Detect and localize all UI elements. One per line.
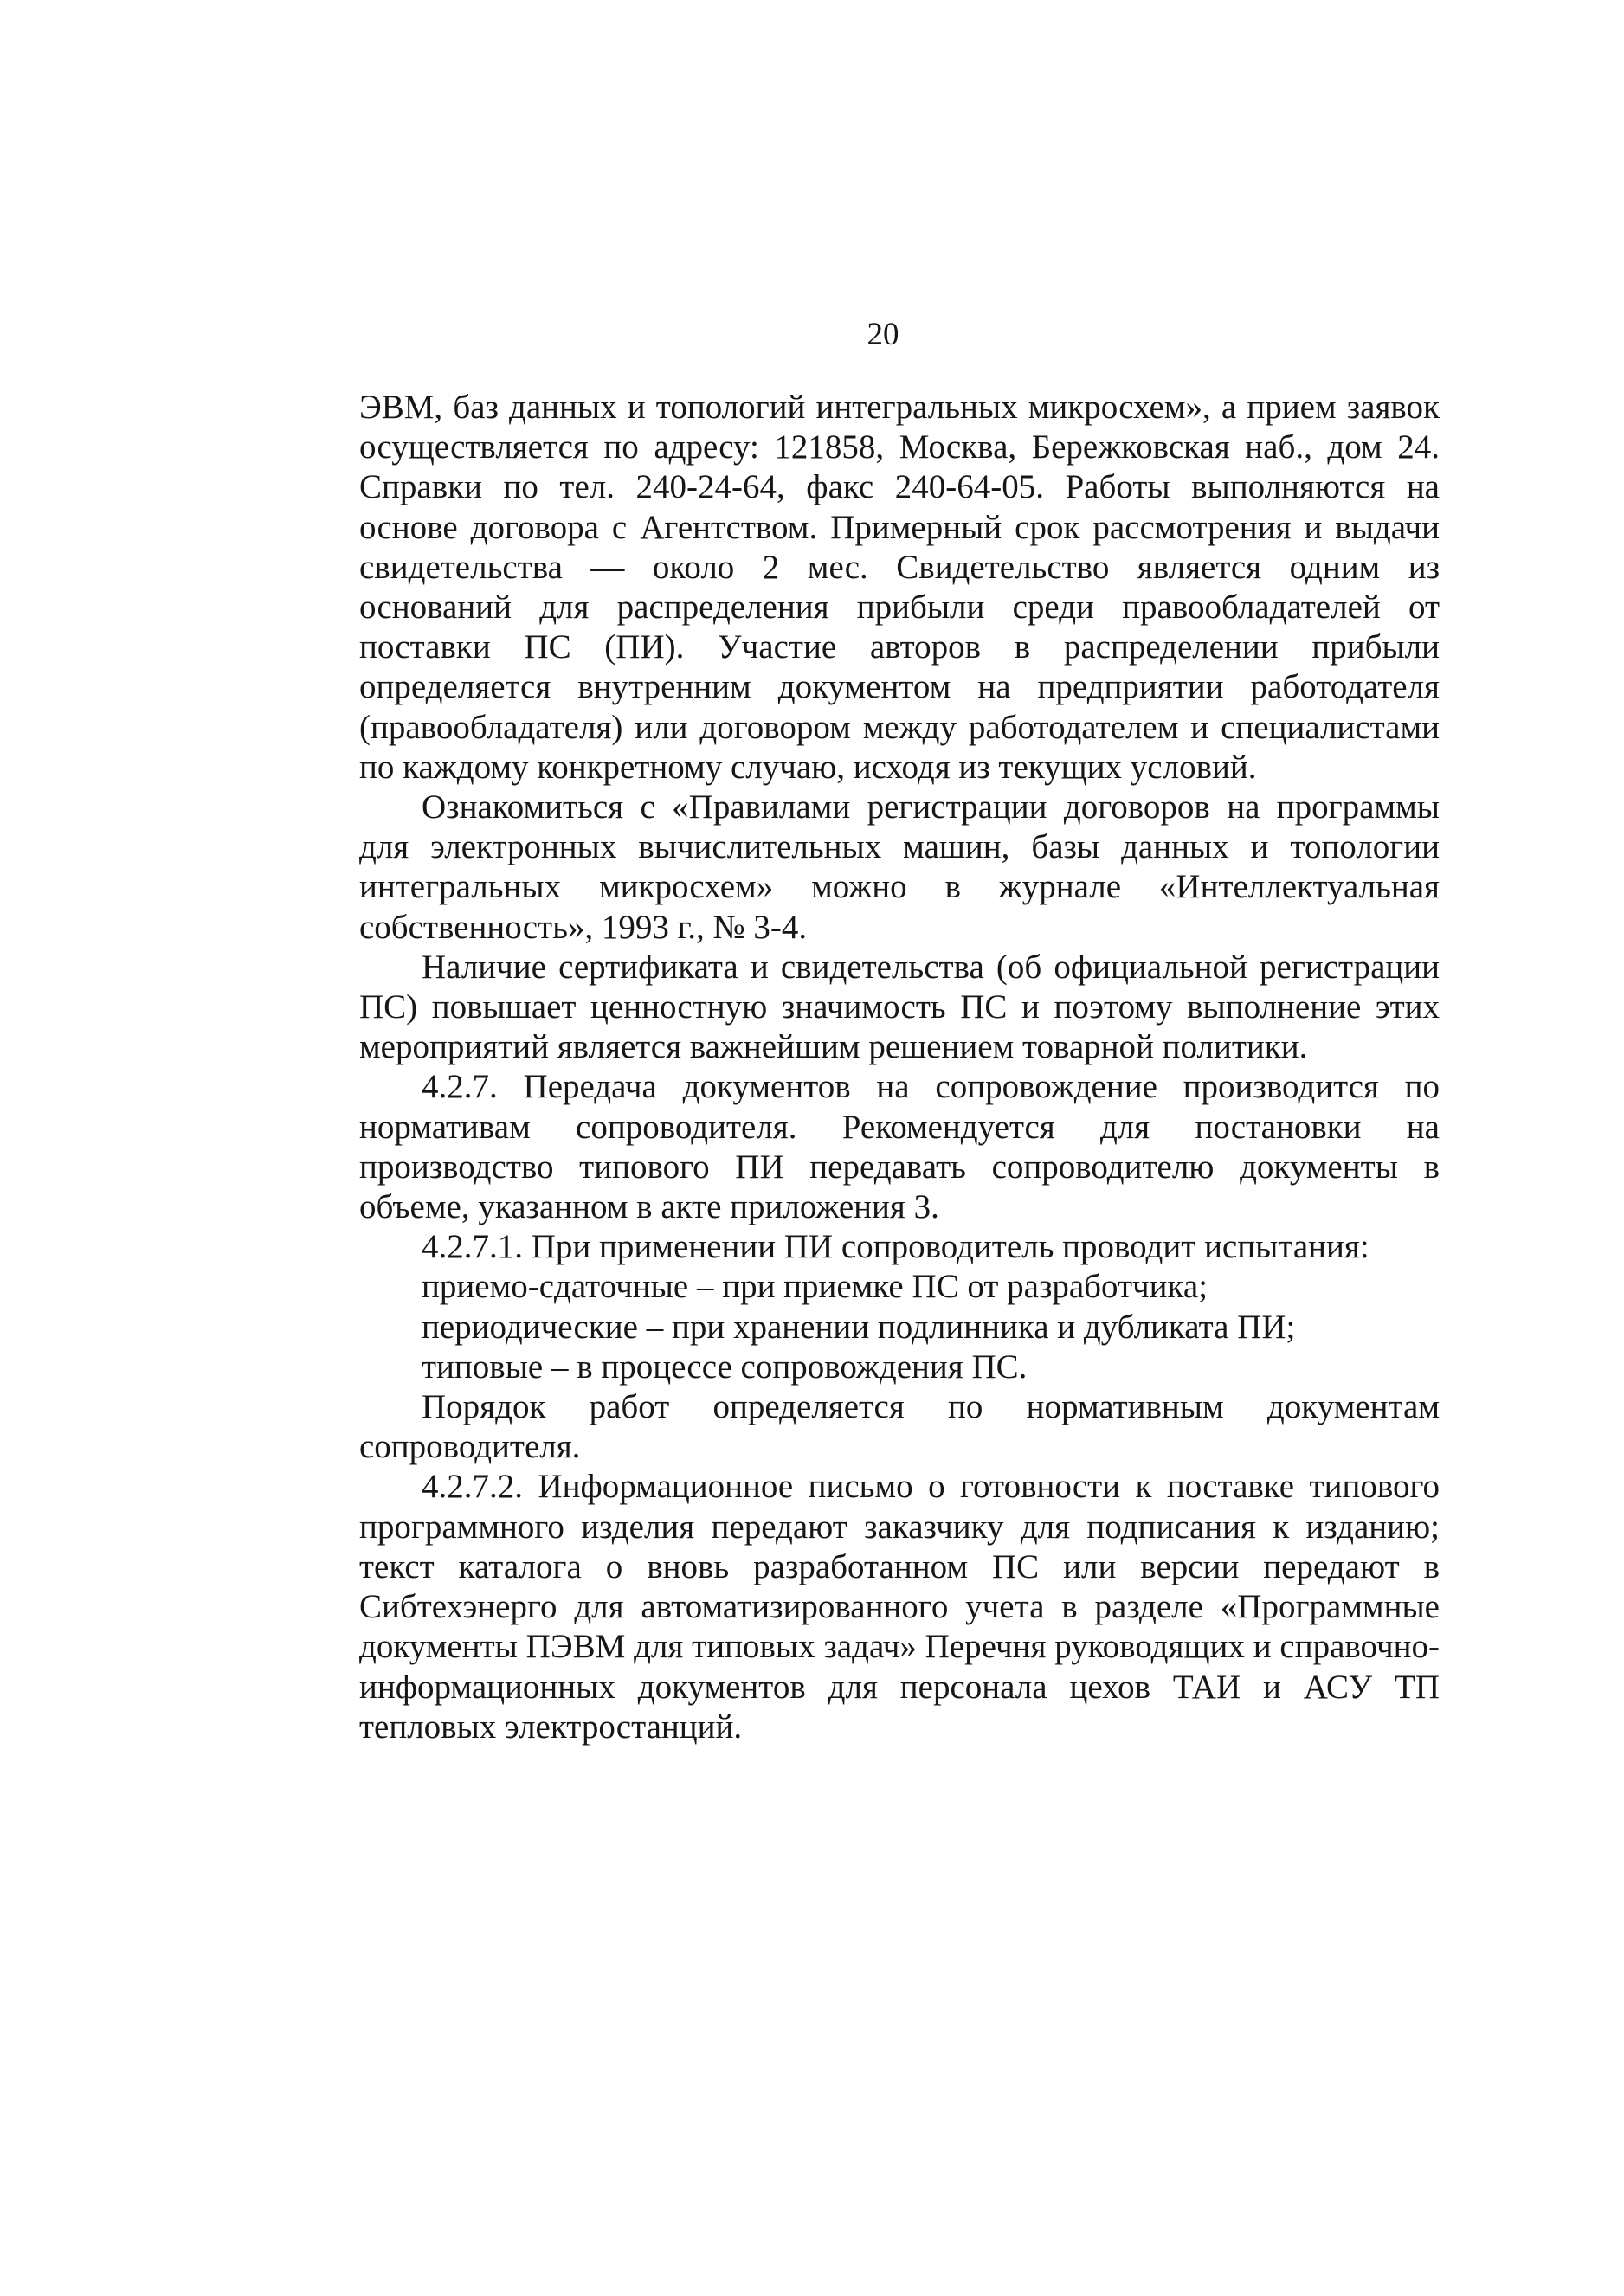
paragraph-4-2-7: 4.2.7. Передача документов на сопровождение производится по нормативам сопроводителя. Рекомендуется для постановки на производство типового ПИ передавать сопроводителю документы в объеме, указанном в акте приложения 3. <box>359 1068 1440 1226</box>
paragraph-continuation: ЭВМ, баз данных и топологий интегральных микросхем», а прием заявок осуществляется по адресу: 121858, Москва, Бережковская наб., дом 24. Справки по тел. 240-24-64, факс 240-64-05. Работы выполняются на основе договора с Агентством. Примерный срок рассмотрения и выдачи свидетельства — около 2 мес. Свидетельство является одним из оснований для распределения прибыли среди правообладателей от поставки ПС (ПИ). Участие авторов в распределении прибыли определяется внутренним документом на предприятии работодателя (правообладателя) или договором между работодателем и специалистами по каждому конкретному случаю, исходя из текущих условий. <box>359 389 1440 786</box>
paragraph-work-order: Порядок работ определяется по нормативным документам сопроводителя. <box>359 1388 1440 1466</box>
list-item-acceptance-test: приемо-сдаточные – при приемке ПС от разработчика; <box>422 1268 1208 1306</box>
list-item-type-test: типовые – в процессе сопровождения ПС. <box>422 1347 1028 1386</box>
paragraph-4-2-7-1: 4.2.7.1. При применении ПИ сопроводитель проводит испытания: <box>422 1228 1369 1266</box>
list-item-periodic-test: периодические – при хранении подлинника и дубликата ПИ; <box>422 1308 1296 1346</box>
page-number: 20 <box>867 317 899 352</box>
paragraph-certificate: Наличие сертификата и свидетельства (об официальной регистрации ПС) повышает ценностную значимость ПС и поэтому выполнение этих мероприятий является важнейшим решением товарной политики. <box>359 948 1440 1066</box>
document-body <box>359 388 1440 1747</box>
paragraph-rules-reference: Ознакомиться с «Правилами регистрации договоров на программы для электронных вычислительных машин, базы данных и топологии интегральных микросхем» можно в журнале «Интеллектуальная собственность», 1993 г., № 3-4. <box>359 788 1440 946</box>
paragraph-4-2-7-2: 4.2.7.2. Информационное письмо о готовности к поставке типового программного изделия передают заказчику для подписания к изданию; текст каталога о вновь разработанном ПС или версии передают в Сибтехэнерго для автоматизированного учета в разделе «Программные документы ПЭВМ для типовых задач» Перечня руководящих и справочно-информационных документов для персонала цехов ТАИ и АСУ ТП тепловых электростанций. <box>359 1468 1440 1746</box>
